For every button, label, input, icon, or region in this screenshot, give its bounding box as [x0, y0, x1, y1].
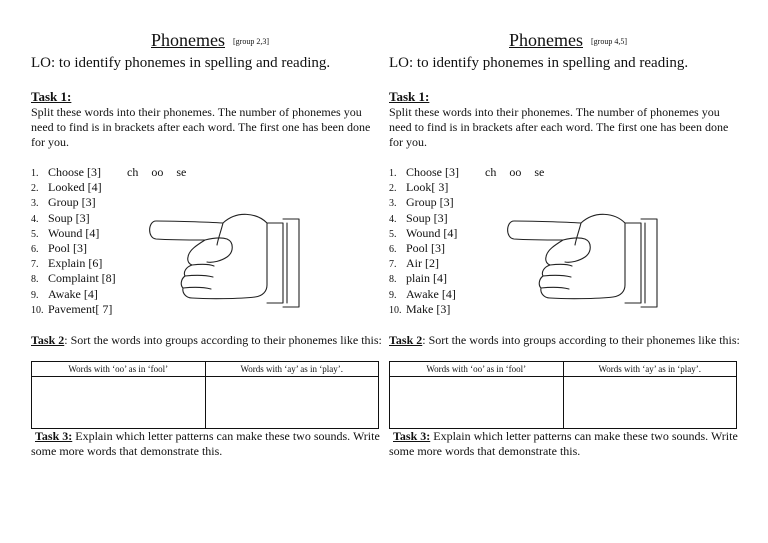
group-label: [group 4,5]: [591, 37, 627, 46]
table-header: Words with ‘ay’ as in ‘play’.: [205, 362, 379, 377]
group-label: [group 2,3]: [233, 37, 269, 46]
word-text: Make [3]: [406, 301, 451, 316]
item-number: 5.: [31, 228, 39, 240]
list-item: [31, 180, 116, 195]
example-phonemes: [485, 165, 557, 180]
word-text: Soup [3]: [48, 210, 90, 225]
item-number: 6.: [389, 243, 397, 255]
task3-heading: Task 3:: [393, 429, 431, 443]
title-row: [31, 30, 389, 51]
item-number: 9.: [31, 289, 39, 301]
word-text: Wound [4]: [406, 225, 458, 240]
table-header: Words with ‘oo’ as in ‘fool’: [32, 362, 206, 377]
word-text: Choose [3]: [406, 165, 459, 179]
item-number: 6.: [31, 243, 39, 255]
list-item: [389, 241, 459, 256]
item-number: 2.: [31, 183, 39, 195]
page-title: Phonemes: [509, 30, 583, 50]
item-number: 2.: [389, 183, 397, 195]
item-number: 1.: [31, 168, 39, 179]
sort-table: [389, 361, 737, 429]
task3: [389, 429, 749, 459]
task3-instructions: Explain which letter patterns can make these two sounds. Write some more words that demonstrate this.: [31, 429, 380, 458]
list-item: [389, 165, 459, 180]
answer-cell[interactable]: [205, 377, 379, 429]
list-item: [31, 302, 116, 317]
list-item: [31, 271, 116, 286]
answer-cell[interactable]: [32, 377, 206, 429]
list-item: [389, 271, 459, 286]
task3: [31, 429, 391, 459]
title-row: [389, 30, 747, 51]
list-item: [389, 256, 459, 271]
word-text: Pool [3]: [48, 240, 87, 255]
word-text: Group [3]: [48, 195, 96, 210]
list-item: [31, 256, 116, 271]
word-text: Choose [3]: [48, 165, 101, 179]
task1-instructions: Split these words into their phonemes. The number of phonemes you need to find is in brackets after each word. The first one has been done for you.: [31, 105, 371, 149]
list-item: [31, 226, 116, 241]
phoneme: se: [534, 165, 545, 179]
task2: [389, 333, 749, 348]
learning-objective: LO: to identify phonemes in spelling and reading.: [389, 55, 689, 71]
item-number: 4.: [31, 213, 39, 225]
item-number: 9.: [389, 289, 397, 301]
word-text: Looked [4]: [48, 180, 102, 195]
word-list: [389, 165, 459, 317]
word-text: Pool [3]: [406, 240, 445, 255]
item-number: 4.: [389, 213, 397, 225]
phoneme: ch: [485, 165, 497, 179]
list-item: [389, 302, 459, 317]
word-text: Soup [3]: [406, 210, 448, 225]
item-number: 10.: [389, 304, 402, 316]
item-number: 10.: [31, 304, 44, 316]
page-title: Phonemes: [151, 30, 225, 50]
word-text: Awake [4]: [48, 286, 98, 301]
task2-heading: Task 2: [389, 333, 423, 347]
worksheet-group-4-5: [389, 0, 747, 543]
list-item: [31, 241, 116, 256]
answer-cell[interactable]: [563, 377, 737, 429]
word-text: Group [3]: [406, 195, 454, 210]
example-phonemes: [127, 165, 199, 180]
sort-table: [31, 361, 379, 429]
item-number: 5.: [389, 228, 397, 240]
task1-instructions: Split these words into their phonemes. The number of phonemes you need to find is in brackets after each word. The first one has been done for you.: [389, 105, 729, 149]
list-item: [31, 165, 116, 180]
task2-instructions: : Sort the words into groups according to their phonemes like this:: [422, 333, 740, 347]
task1-heading: Task 1:: [389, 89, 430, 104]
word-text: Pavement[ 7]: [48, 301, 113, 316]
item-number: 7.: [389, 259, 397, 271]
list-item: [31, 211, 116, 226]
learning-objective: LO: to identify phonemes in spelling and reading.: [31, 55, 331, 71]
task1-heading: Task 1:: [31, 89, 72, 104]
word-text: Complaint [8]: [48, 271, 116, 286]
phoneme: se: [176, 165, 187, 179]
word-text: plain [4]: [406, 271, 447, 286]
pointing-hand-icon: [505, 205, 687, 309]
item-number: 3.: [31, 198, 39, 210]
task2-heading: Task 2: [31, 333, 65, 347]
word-text: Wound [4]: [48, 225, 100, 240]
list-item: [389, 226, 459, 241]
task3-instructions: Explain which letter patterns can make these two sounds. Write some more words that demonstrate this.: [389, 429, 738, 458]
list-item: [389, 180, 459, 195]
pointing-hand-icon: [147, 205, 329, 309]
item-number: 8.: [31, 274, 39, 286]
item-number: 1.: [389, 168, 397, 179]
list-item: [31, 195, 116, 210]
word-text: Explain [6]: [48, 256, 103, 271]
phoneme: ch: [127, 165, 139, 179]
list-item: [31, 287, 116, 302]
table-header: Words with ‘oo’ as in ‘fool’: [390, 362, 564, 377]
word-text: Awake [4]: [406, 286, 456, 301]
item-number: 8.: [389, 274, 397, 286]
phoneme: oo: [509, 165, 522, 179]
word-list: [31, 165, 116, 317]
item-number: 7.: [31, 259, 39, 271]
worksheet-group-2-3: [31, 0, 389, 543]
task2: [31, 333, 391, 348]
list-item: [389, 195, 459, 210]
phoneme: oo: [151, 165, 164, 179]
word-text: Look[ 3]: [406, 180, 449, 195]
item-number: 3.: [389, 198, 397, 210]
list-item: [389, 287, 459, 302]
word-text: Air [2]: [406, 256, 439, 271]
table-header: Words with ‘ay’ as in ‘play’.: [563, 362, 737, 377]
task2-instructions: : Sort the words into groups according to their phonemes like this:: [64, 333, 382, 347]
list-item: [389, 211, 459, 226]
task3-heading: Task 3:: [35, 429, 73, 443]
answer-cell[interactable]: [390, 377, 564, 429]
